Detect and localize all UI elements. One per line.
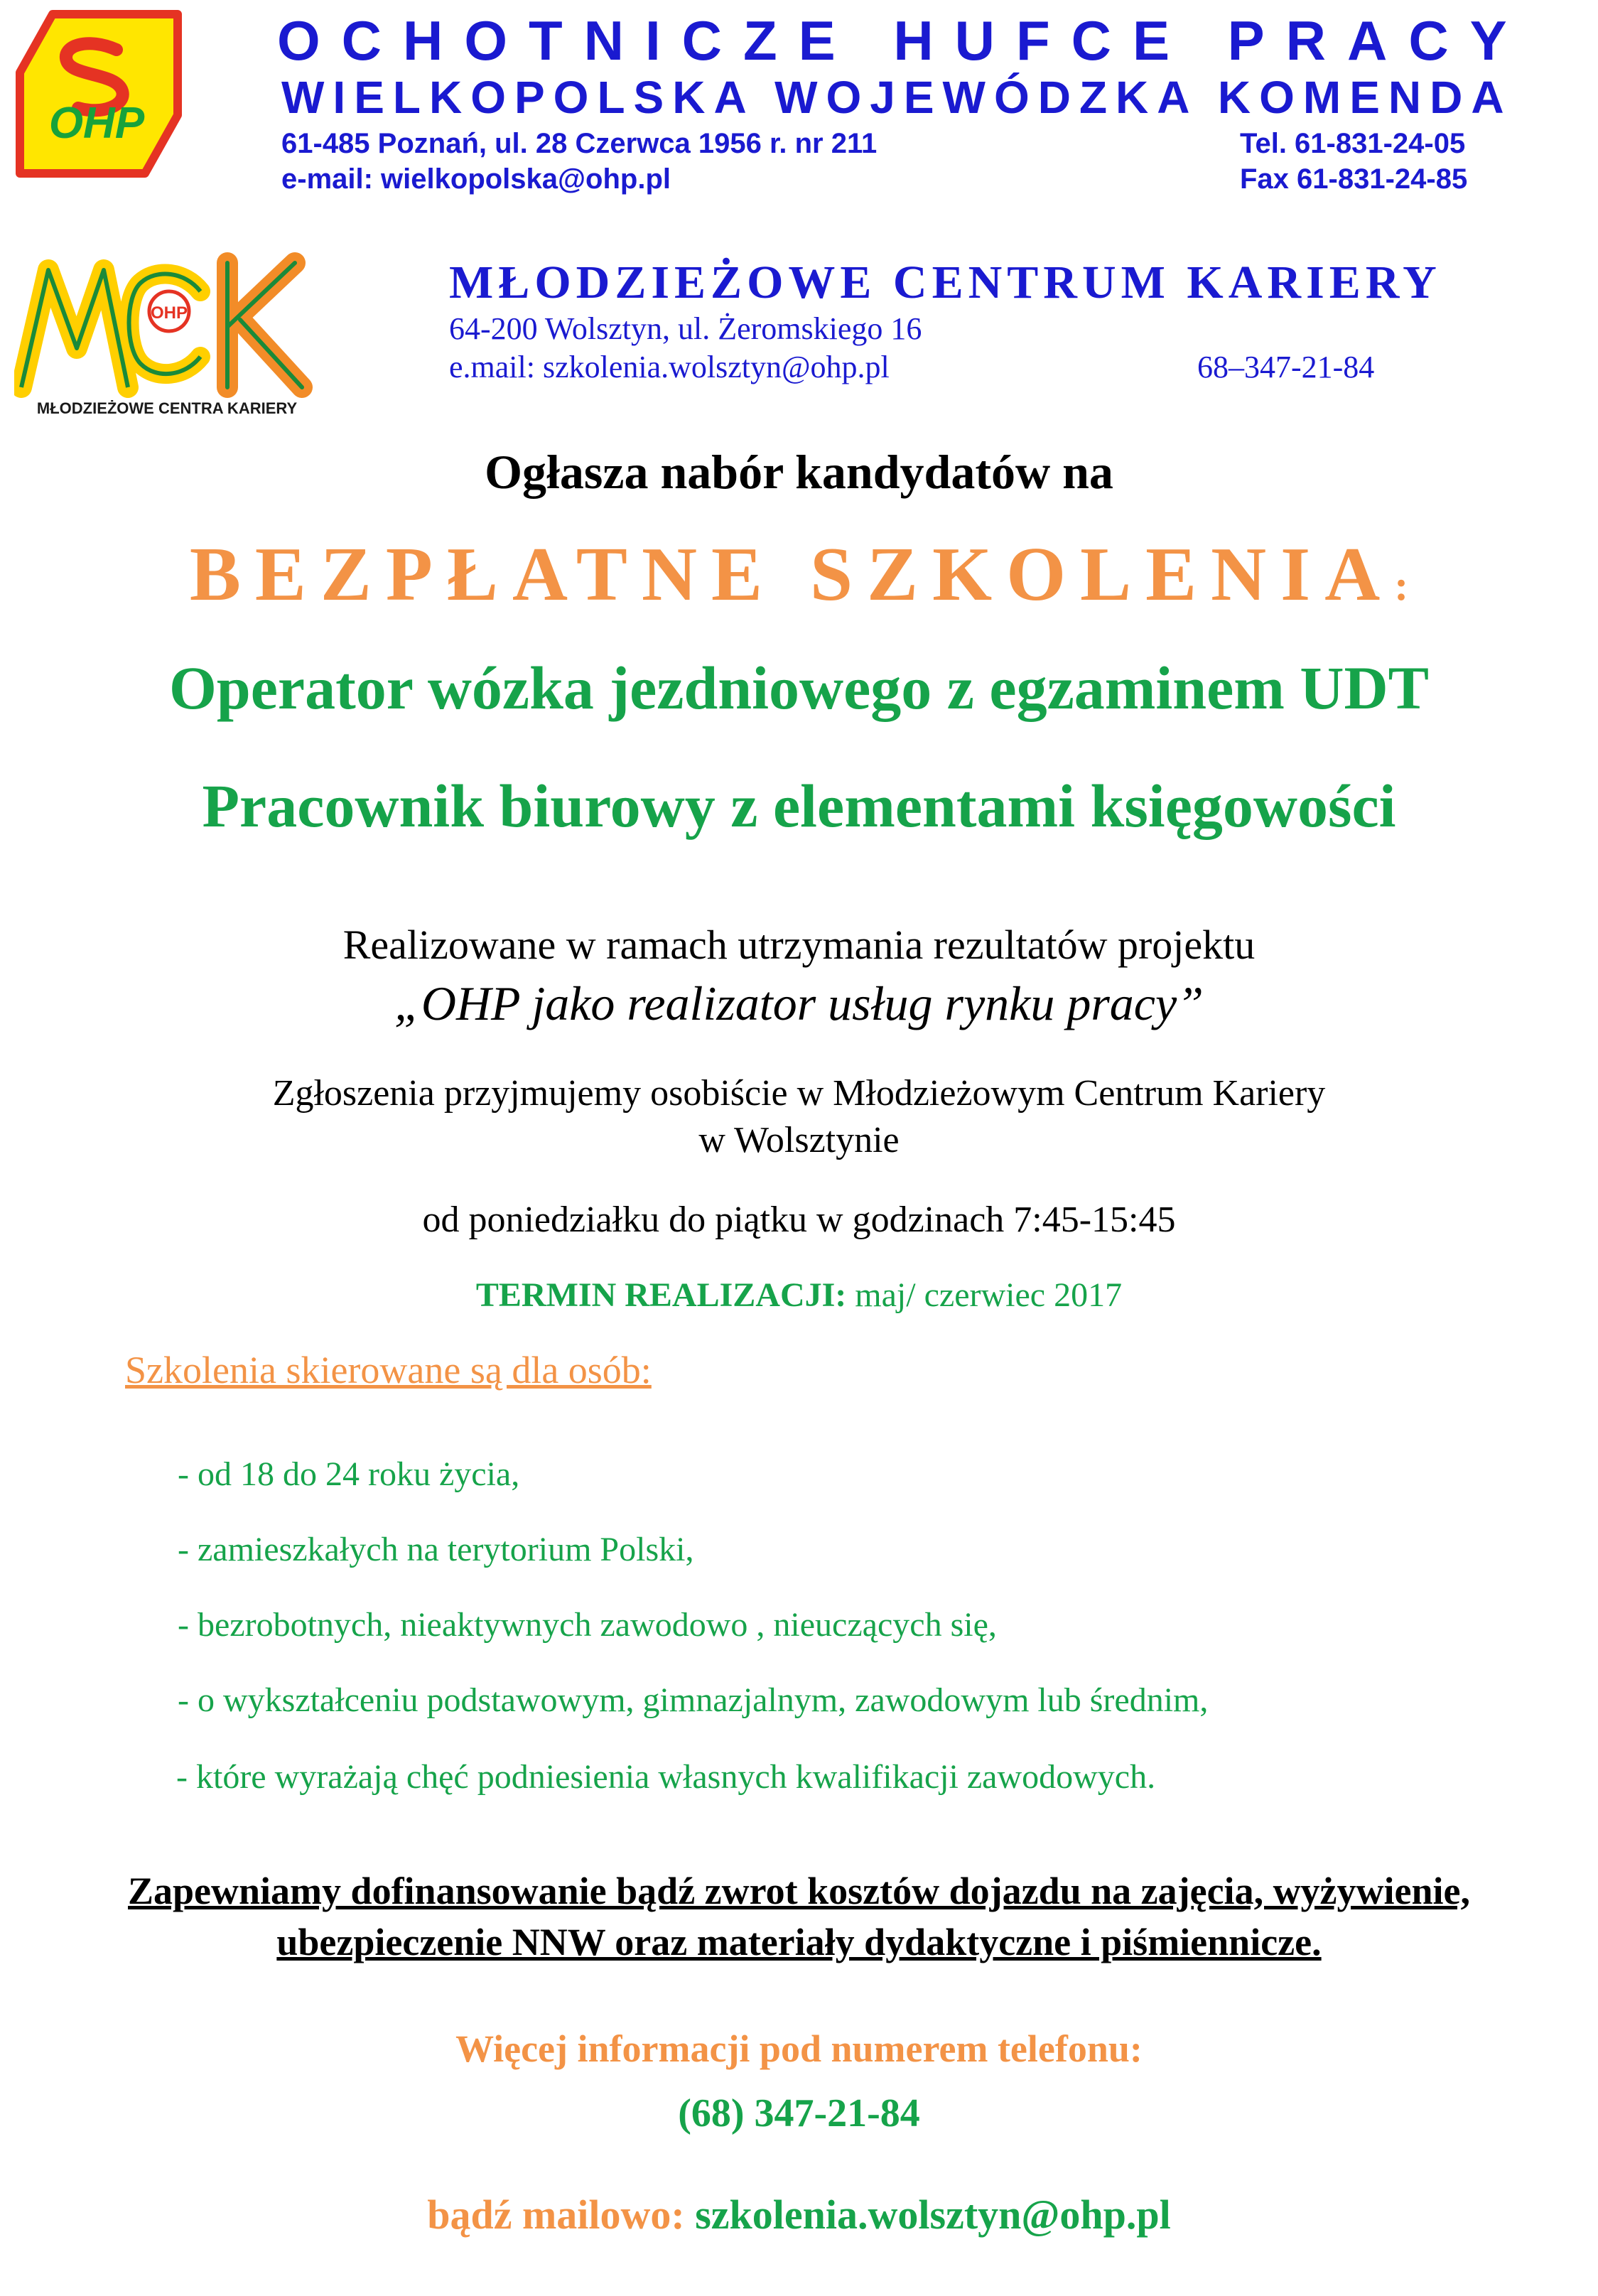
headline-text: BEZPŁATNE SZKOLENIA [189,532,1395,617]
applications-line-1: Zgłoszenia przyjmujemy osobiście w Młodzieżowym Centrum Kariery [272,1073,1326,1114]
project-name: „OHP jako realizator usług rynku pracy” [394,976,1204,1030]
criteria-item: - bezrobotnych, nieaktywnych zawodowo , nieuczących się, [178,1606,997,1644]
benefits-line-1: Zapewniamy dofinansowanie bądź zwrot kosztów dojazdu na zajęcia, wyżywienie, [128,1870,1470,1912]
org-email-link[interactable]: wielkopolska@ohp.pl [381,163,671,195]
headline-colon: : [1394,562,1409,609]
org-email-line [281,162,671,196]
term-value: maj/ czerwiec 2017 [846,1276,1123,1314]
term [0,1275,1598,1316]
criteria-item: - które wyrażają chęć podniesienia własnych kwalifikacji zawodowych. [176,1758,1156,1796]
contact-email[interactable]: szkolenia.wolsztyn@ohp.pl [695,2192,1171,2238]
project-line: Realizowane w ramach utrzymania rezultatów projektu [342,922,1256,968]
criteria-item: - zamieszkałych na terytorium Polski, [178,1531,694,1568]
mck-phone: 68–347-21-84 [1197,350,1375,384]
contact-email-line [0,2190,1598,2240]
criteria-item: - od 18 do 24 roku życia, [178,1455,520,1493]
mck-title: MŁODZIEŻOWE CENTRUM KARIERY [449,257,1442,308]
benefits-line-2: ubezpieczenie NNW oraz materiały dydaktyczne i piśmiennicze. [276,1921,1322,1963]
ohp-logo [10,9,188,179]
mck-address: 64-200 Wolsztyn, ul. Żeromskiego 16 [449,311,922,346]
mck-logo [14,242,320,419]
mck-email: e.mail: szkolenia.wolsztyn@ohp.pl [449,350,890,384]
office-hours: od poniedziałku do piątku w godzinach 7:45-15:45 [422,1200,1176,1240]
criteria-item: - o wykształceniu podstawowym, gimnazjalnym, zawodowym lub średnim, [178,1681,1209,1719]
applications-line-2: w Wolsztynie [698,1120,900,1160]
target-heading: Szkolenia skierowane są dla osób: [125,1349,652,1391]
contact-email-prefix: bądź mailowo: [427,2192,696,2238]
org-subtitle: WIELKOPOLSKA WOJEWÓDZKA KOMENDA [281,72,1513,123]
mck-logo-badge: OHP [150,303,188,323]
contact-phone: (68) 347-21-84 [678,2091,920,2135]
mck-logo-caption: MŁODZIEŻOWE CENTRA KARIERY [36,399,298,417]
org-address: 61-485 Poznań, ul. 28 Czerwca 1956 r. nr 211 [281,128,878,159]
org-tel: Tel. 61-831-24-05 [1240,128,1466,159]
headline [0,530,1598,630]
course-title-2: Pracownik biurowy z elementami księgowości [202,772,1396,840]
org-title: OCHOTNICZE HUFCE PRACY [277,9,1528,72]
term-label: TERMIN REALIZACJI: [475,1276,847,1314]
ohp-logo-text: OHP [48,99,145,148]
course-title-1: Operator wózka jezdniowego z egzaminem UDT [169,654,1429,722]
org-fax: Fax 61-831-24-85 [1240,163,1468,195]
org-email-label: e-mail: [281,163,382,195]
announce-heading: Ogłasza nabór kandydatów na [485,445,1113,499]
more-info-heading: Więcej informacji pod numerem telefonu: [455,2027,1143,2070]
